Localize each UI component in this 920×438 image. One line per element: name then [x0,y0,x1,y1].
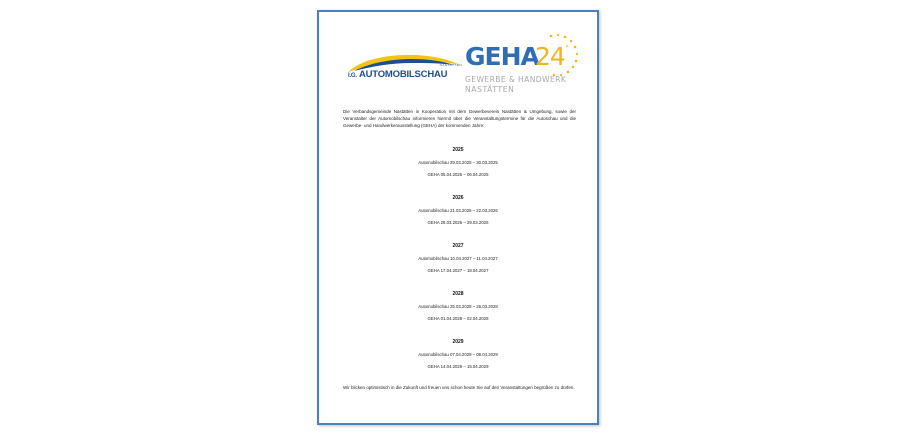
automobilschau-prefix: I.G. [348,73,357,79]
automobilschau-logo [346,50,464,86]
automobilschau-dates: Automobilschau 29.03.2025 – 30.03.2025 [418,160,498,165]
year-block [319,244,597,292]
geha24-logo [465,32,585,98]
geha-subtitle-line1: GEWERBE & HANDWERK [465,75,567,84]
geha-number: 24 [535,42,565,71]
geha-dates: GEHA 17.04.2027 – 18.04.2027 [427,268,489,273]
year-heading: 2027 [452,243,464,249]
automobilschau-name: AUTOMOBILSCHAU [358,69,448,80]
automobilschau-location: NASTÄTTEN [439,63,462,67]
star-circle-icon [543,32,583,78]
automobilschau-dates: Automobilschau 21.03.2026 – 22.03.2026 [418,208,498,213]
year-block [319,340,597,388]
year-block [319,148,597,196]
automobilschau-dates: Automobilschau 07.04.2029 – 08.04.2029 [418,352,498,357]
year-heading: 2029 [452,339,464,345]
year-heading: 2028 [452,291,464,297]
geha-dates: GEHA 01.04.2028 – 02.04.2028 [427,316,489,321]
automobilschau-dates: Automobilschau 10.04.2027 – 11.04.2027 [418,256,498,261]
year-block [319,292,597,340]
geha-wordmark: GEHA [465,42,539,71]
document-page [317,10,599,425]
geha-dates: GEHA 14.04.2029 – 15.04.2029 [427,364,489,369]
event-schedule [319,148,597,388]
geha-subtitle-line2: NASTÄTTEN [465,85,515,94]
automobilschau-dates: Automobilschau 25.03.2028 – 26.03.2028 [418,304,498,309]
intro-paragraph: Die Verbandsgemeinde Nastätten in Kooperation mit dem Gewerbeverein Nastätten & Umgebung, sowie der Veranstalter der Automobilschau informieren hiermit über die Veranstaltungstermine für die Autoschau und die Gewerbe- und Handwerkerausstellung (GEHA) der kommenden Jahre: [343,109,576,128]
automobilschau-wordmark [348,69,447,80]
year-block [319,196,597,244]
year-heading: 2026 [452,195,464,201]
closing-paragraph: Wir blicken optimistisch in die Zukunft und freuen uns schon heute Sie auf den Veranstaltungen begrüßen zu dürfen. [343,385,575,390]
geha-dates: GEHA 05.04.2025 – 06.04.2025 [427,172,489,177]
geha-dates: GEHA 28.03.2026 – 29.03.2026 [427,220,489,225]
year-heading: 2025 [452,147,464,153]
